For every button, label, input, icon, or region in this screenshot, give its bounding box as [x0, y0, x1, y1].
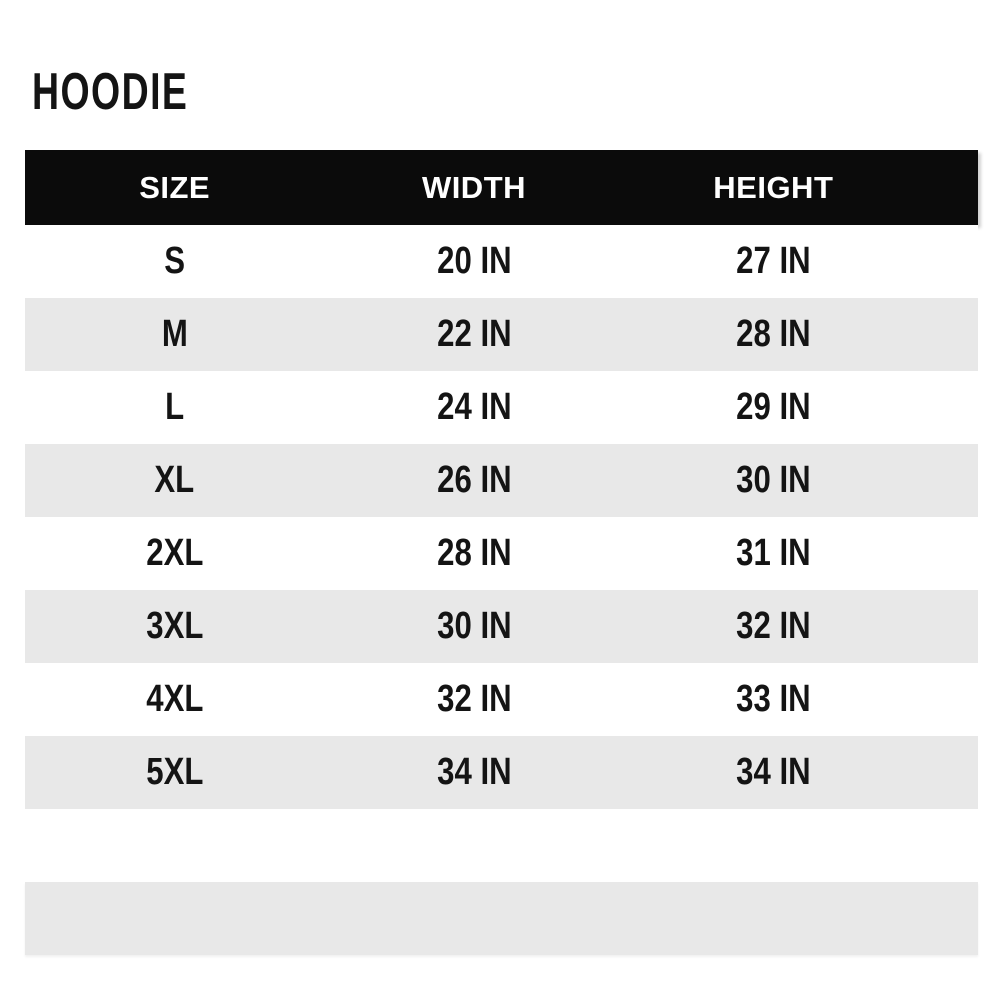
height-cell	[624, 386, 923, 429]
size-cell	[25, 678, 324, 721]
size-value: 4XL	[146, 678, 204, 720]
width-value: 26 IN	[436, 459, 512, 501]
width-value: 20 IN	[436, 240, 512, 282]
height-value: 29 IN	[736, 386, 811, 428]
height-cell	[624, 532, 923, 575]
table-row	[25, 225, 978, 298]
size-cell	[25, 605, 324, 648]
width-value: 32 IN	[436, 678, 512, 720]
width-value: 22 IN	[436, 313, 512, 355]
width-cell	[324, 605, 623, 648]
table-row	[25, 663, 978, 736]
size-value: 2XL	[146, 532, 204, 574]
size-value: XL	[154, 459, 195, 501]
table-header-row	[25, 150, 978, 225]
size-cell	[25, 313, 324, 356]
table-row	[25, 590, 978, 663]
height-value: 28 IN	[736, 313, 811, 355]
column-header-height: HEIGHT	[713, 169, 834, 205]
table-row	[25, 517, 978, 590]
page-title: HOODIE	[32, 63, 189, 121]
size-value: S	[164, 240, 186, 282]
size-value: M	[161, 313, 188, 355]
size-cell	[25, 240, 324, 283]
height-value: 32 IN	[736, 605, 811, 647]
height-cell	[624, 240, 923, 283]
size-cell	[25, 386, 324, 429]
height-cell	[624, 678, 923, 721]
width-value: 34 IN	[436, 751, 512, 793]
table-row	[25, 444, 978, 517]
size-cell	[25, 459, 324, 502]
table-row	[25, 736, 978, 809]
height-value: 33 IN	[736, 678, 811, 720]
table-row	[25, 371, 978, 444]
table-row	[25, 298, 978, 371]
bottom-bar	[25, 882, 978, 955]
size-chart-table	[25, 150, 978, 809]
column-header-width: WIDTH	[421, 169, 527, 205]
height-cell	[624, 459, 923, 502]
size-value: 3XL	[146, 605, 204, 647]
height-value: 34 IN	[736, 751, 811, 793]
width-value: 24 IN	[436, 386, 512, 428]
height-value: 27 IN	[736, 240, 811, 282]
size-value: L	[165, 386, 185, 428]
size-value: 5XL	[146, 751, 204, 793]
width-cell	[324, 313, 623, 356]
width-value: 30 IN	[436, 605, 512, 647]
width-cell	[324, 240, 623, 283]
width-cell	[324, 532, 623, 575]
width-cell	[324, 386, 623, 429]
height-cell	[624, 751, 923, 794]
width-cell	[324, 751, 623, 794]
width-cell	[324, 678, 623, 721]
width-cell	[324, 459, 623, 502]
column-header-size: SIZE	[139, 169, 211, 205]
height-value: 31 IN	[736, 532, 811, 574]
height-cell	[624, 313, 923, 356]
size-cell	[25, 532, 324, 575]
width-value: 28 IN	[436, 532, 512, 574]
size-cell	[25, 751, 324, 794]
height-cell	[624, 605, 923, 648]
height-value: 30 IN	[736, 459, 811, 501]
